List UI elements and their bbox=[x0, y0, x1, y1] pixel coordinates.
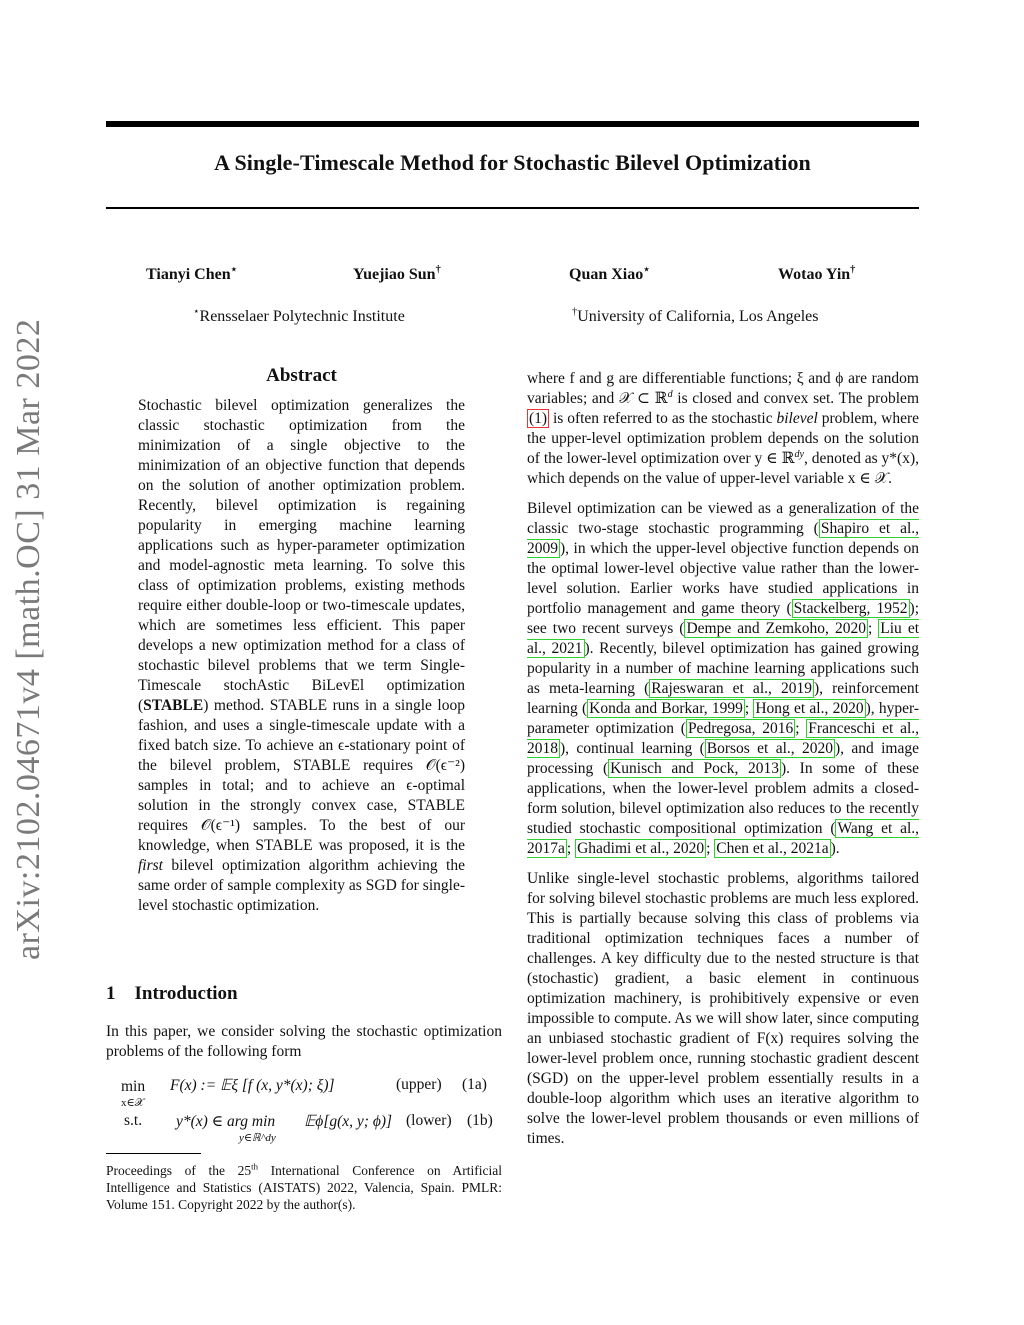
footnote: Proceedings of the 25th International Conference on Artificial Intelligence and Statistics (AISTATS) 2022, Valencia, Spain. PMLR: Volume 151. Copyright 2022 by the author(s). bbox=[106, 1161, 502, 1212]
paper-title: A Single-Timescale Method for Stochastic Bilevel Optimization bbox=[214, 150, 811, 175]
citation-link[interactable]: Liu et al., 2021 bbox=[527, 620, 920, 657]
author-3: Quan Xiao⋆ bbox=[569, 264, 650, 283]
citation-link[interactable]: Stackelberg, 1952 bbox=[793, 600, 908, 617]
citation-link[interactable]: Borsos et al., 2020 bbox=[706, 740, 833, 757]
abstract-text: Stochastic bilevel optimization generalizes the classic stochastic optimization from the minimization of a single objective to the minimization of an objective function that depends on the solution of another optimization problem. Recently, bilevel optimization is regaining popularity in emerging machine learning applications such as hyper-parameter optimization and model-agnostic meta learning. To solve this class of optimization problems, existing methods require either double-loop or two-timescale updates, which are sometimes less efficient. This paper develops a new optimization method for a class of stochastic bilevel problems that we term Single-Timescale stochAstic BiLevEl optimization (STABLE) method. STABLE runs in a single loop fashion, and uses a single-timescale update with a fixed batch size. To achieve an ϵ-stationary point of the bilevel problem, STABLE requires 𝒪(ϵ⁻²) samples in total; and to achieve an ϵ-optimal solution in the strongly convex case, STABLE requires 𝒪(ϵ⁻¹) samples. To the best of our knowledge, when STABLE was proposed, it is the first bilevel optimization algorithm achieving the same order of sample complexity as SGD for single-level stochastic optimization. bbox=[138, 397, 465, 914]
right-column bbox=[527, 369, 919, 1149]
abstract-heading: Abstract bbox=[266, 365, 337, 386]
paragraph-2: Bilevel optimization can be viewed as a generalization of the classic two-stage stochastic programming ( Shapiro et al., 2009 ), in which the upper-level objective function depends on the optimal lower-level objective value rather than the lower-level solution. Earlier works have studied applications in portfolio management and game theory ( Stackelberg, 1952 ); see two recent surveys ( Dempe and Zemkoho, 2020 ; Liu et al., 2021 ). Recently, bilevel optimization has gained growing popularity in a number of machine learning applications such as meta-learning ( Rajeswaran et al., 2019 ), reinforcement learning ( Konda and Borkar, 1999 ; Hong et al., 2020 ), hyper-parameter optimization ( Pedregosa, 2016 ; Franceschi et al., 2018 ), continual learning ( Borsos et al., 2020 ), and image processing ( Kunisch and Pock, 2013 ). In some of these applications, when the lower-level problem admits a closed-form solution, bilevel optimization also reduces to the recently studied stochastic compositional optimization ( Wang et al., 2017a ; Ghadimi et al., 2020 ; Chen et al., 2021a ). bbox=[527, 500, 920, 857]
citation-link[interactable]: Rajeswaran et al., 2019 bbox=[651, 680, 812, 697]
citation-link[interactable]: Wang et al., 2017a bbox=[527, 820, 919, 857]
citation-link[interactable]: Dempe and Zemkoho, 2020 bbox=[686, 620, 866, 637]
intro-section bbox=[106, 984, 502, 1062]
paragraph-1: where f and g are differentiable functions; ξ and ϕ are random variables; and 𝒳 ⊂ ℝ$^d$ is closed and convex set. The problem (1) is often referred to as the stochastic bilevel problem, where the upper-level optimization problem depends on the solution of the lower-level optimization over y ∈ ℝ$^{dy}$, denoted as y*(x), which depends on the value of upper-level variable x ∈ 𝒳. bbox=[527, 370, 919, 487]
title-rule-bottom bbox=[106, 207, 919, 209]
citation-link[interactable]: Chen et al., 2021a bbox=[716, 840, 829, 857]
citation-link[interactable]: Konda and Borkar, 1999 bbox=[589, 700, 743, 717]
author-4: Wotao Yin† bbox=[778, 264, 856, 283]
citation-link[interactable]: Kunisch and Pock, 2013 bbox=[610, 760, 779, 777]
author-2: Yuejiao Sun† bbox=[353, 264, 441, 283]
citation-link[interactable]: Pedregosa, 2016 bbox=[687, 720, 794, 737]
equation-upper: min x∈𝒳 F(x) := 𝔼ξ [f (x, y*(x); ξ)] (upper) (1a) bbox=[121, 1076, 487, 1109]
section-heading: 1 Introduction bbox=[106, 983, 238, 1004]
citation-link[interactable]: Shapiro et al., 2009 bbox=[527, 520, 920, 557]
citation-link[interactable]: Hong et al., 2020 bbox=[755, 700, 864, 717]
intro-text: In this paper, we consider solving the stochastic optimization problems of the following form bbox=[106, 1023, 502, 1060]
footnote-rule bbox=[106, 1153, 201, 1154]
affiliation-2: †University of California, Los Angeles bbox=[572, 306, 819, 325]
abstract bbox=[138, 366, 465, 916]
title-rule-top bbox=[106, 121, 919, 127]
arxiv-stamp[interactable]: arXiv:2102.04671v4 [math.OC] 31 Mar 2022 bbox=[10, 318, 47, 960]
citation-link[interactable]: Ghadimi et al., 2020 bbox=[577, 840, 705, 857]
citation-link[interactable]: Franceschi et al., 2018 bbox=[527, 720, 920, 757]
affiliation-1: ⋆Rensselaer Polytechnic Institute bbox=[193, 306, 405, 325]
eq-ref-1[interactable]: (1) bbox=[529, 410, 548, 427]
paragraph-3: Unlike single-level stochastic problems, algorithms tailored for solving bilevel stochastic problems are much less explored. This is partially because solving this class of problems via traditional optimization techniques faces a number of challenges. A key difficulty due to the nested structure is that (stochastic) gradient, a basic element in continuous optimization machinery, is prohibitively expensive or even impossible to compute. As we will show later, since computing an unbiased stochastic gradient of F(x) requires solving the lower-level problem once, running stochastic gradient descent (SGD) on the upper-level problem essentially results in a double-loop algorithm which uses an iterative algorithm to solve the lower-level problem thousands or even millions of times. bbox=[527, 870, 919, 1147]
equation-lower: s.t. y*(x) ∈ arg min y∈ℝ^dy 𝔼ϕ[g(x, y; ϕ)] (lower) (1b) bbox=[124, 1112, 493, 1144]
author-1: Tianyi Chen⋆ bbox=[146, 264, 238, 283]
